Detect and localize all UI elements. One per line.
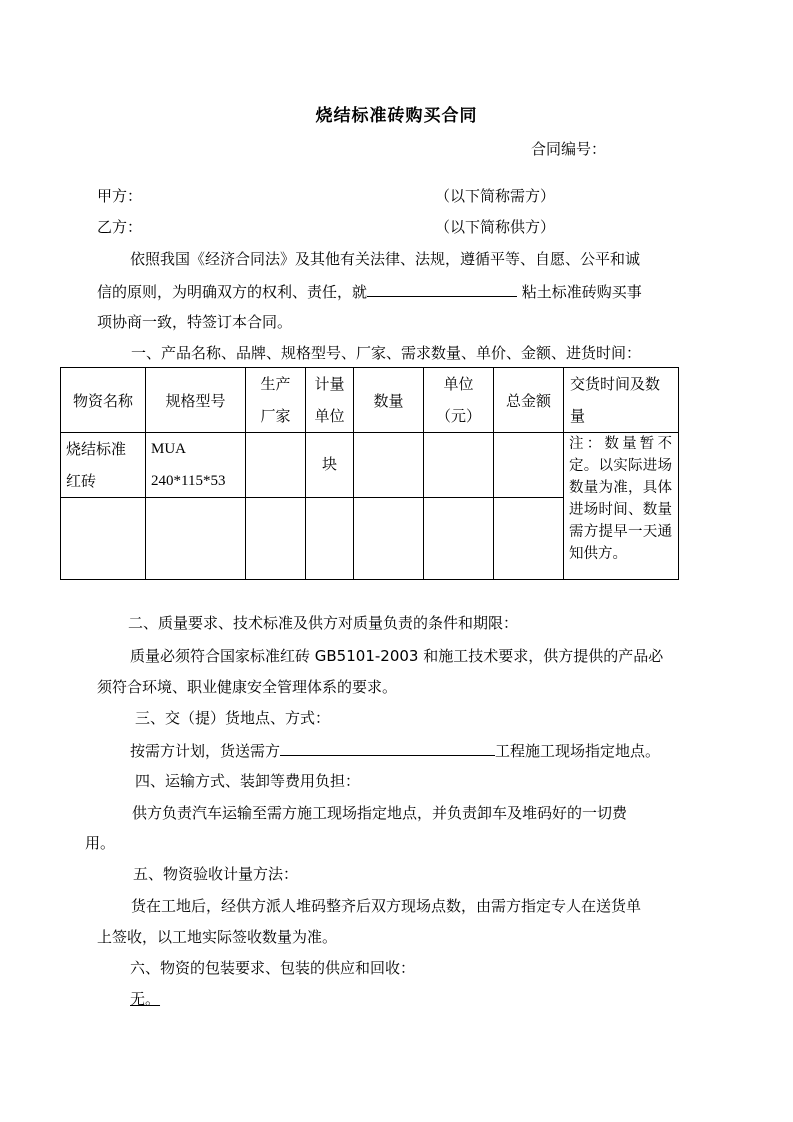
party-b-label: 乙方： (97, 218, 143, 236)
intro-line-1: 依照我国《经济合同法》及其他有关法律、法规，遵循平等、自愿、公平和诚 (130, 250, 641, 268)
cell-material-name: 烧结标准 红砖 (61, 433, 146, 498)
cell-unit-price (424, 433, 494, 498)
party-b-note: （以下简称供方） (435, 218, 556, 236)
intro-line-3: 项协商一致，特签订本合同。 (97, 313, 293, 331)
cell-unit: 块 (306, 433, 354, 498)
section-5-line-2: 上签收，以工地实际签收数量为准。 (97, 928, 338, 946)
empty-cell (246, 498, 306, 580)
header-quantity: 数量 (354, 368, 424, 433)
section-2-heading: 二、质量要求、技术标准及供方对质量负责的条件和期限： (128, 614, 519, 632)
cell-delivery-note: 注：数量暂不定。以实际进场数量为准，具体进场时间、数量需方提早一天通知供方。 (564, 433, 679, 580)
header-name: 物资名称 (61, 368, 146, 433)
section-3-heading: 三、交（提）货地点、方式： (135, 709, 331, 727)
goods-table (60, 367, 679, 580)
empty-cell (61, 498, 146, 580)
empty-cell (424, 498, 494, 580)
section-3-line-start: 按需方计划，货送需方 (130, 742, 281, 760)
section-2-line-1: 质量必须符合国家标准红砖 GB5101-2003 和施工技术要求，供方提供的产品必 (130, 647, 664, 665)
header-total: 总金额 (494, 368, 564, 433)
cell-spec: MUA 240*115*53 (146, 433, 246, 498)
header-delivery: 交货时间及数 量 (564, 368, 679, 433)
header-spec: 规格型号 (146, 368, 246, 433)
header-unit-price: 单位 （元） (424, 368, 494, 433)
empty-cell (354, 498, 424, 580)
cell-maker (246, 433, 306, 498)
empty-cell (306, 498, 354, 580)
header-maker: 生产 厂家 (246, 368, 306, 433)
intro-line-2 (97, 281, 642, 302)
empty-cell (494, 498, 564, 580)
subject-blank-field (367, 281, 517, 297)
header-unit: 计量 单位 (306, 368, 354, 433)
section-5-heading: 五、物资验收计量方法： (133, 865, 299, 883)
section-2-line-2: 须符合环境、职业健康安全管理体系的要求。 (97, 678, 398, 696)
section-5-line-1: 货在工地后，经供方派人堆码整齐后双方现场点数，由需方指定专人在送货单 (131, 897, 642, 915)
document-title: 烧结标准砖购买合同 (315, 106, 478, 126)
table-row (61, 433, 679, 498)
cell-quantity (354, 433, 424, 498)
party-a-label: 甲方： (97, 187, 143, 205)
section-4-line-2: 用。 (85, 834, 116, 852)
empty-cell (146, 498, 246, 580)
table-header-row (61, 368, 679, 433)
intro-line-2-start: 信的原则，为明确双方的权利、责任，就 (97, 283, 368, 301)
section-1-heading: 一、产品名称、品牌、规格型号、厂家、需求数量、单价、金额、进货时间： (131, 344, 642, 362)
section-3-line (130, 740, 660, 761)
cell-total (494, 433, 564, 498)
section-6-heading: 六、物资的包装要求、包装的供应和回收： (130, 959, 416, 977)
project-blank-field (280, 740, 495, 756)
party-a-note: （以下简称需方） (435, 187, 556, 205)
section-6-line-1: 无。 (130, 990, 161, 1008)
contract-number-label: 合同编号： (531, 140, 607, 158)
section-3-line-end: 工程施工现场指定地点。 (495, 742, 661, 760)
section-4-heading: 四、运输方式、装卸等费用负担： (135, 772, 361, 790)
section-4-line-1: 供方负责汽车运输至需方施工现场指定地点，并负责卸车及堆码好的一切费 (132, 804, 628, 822)
intro-line-2-end: 粘土标准砖购买事 (521, 283, 642, 301)
